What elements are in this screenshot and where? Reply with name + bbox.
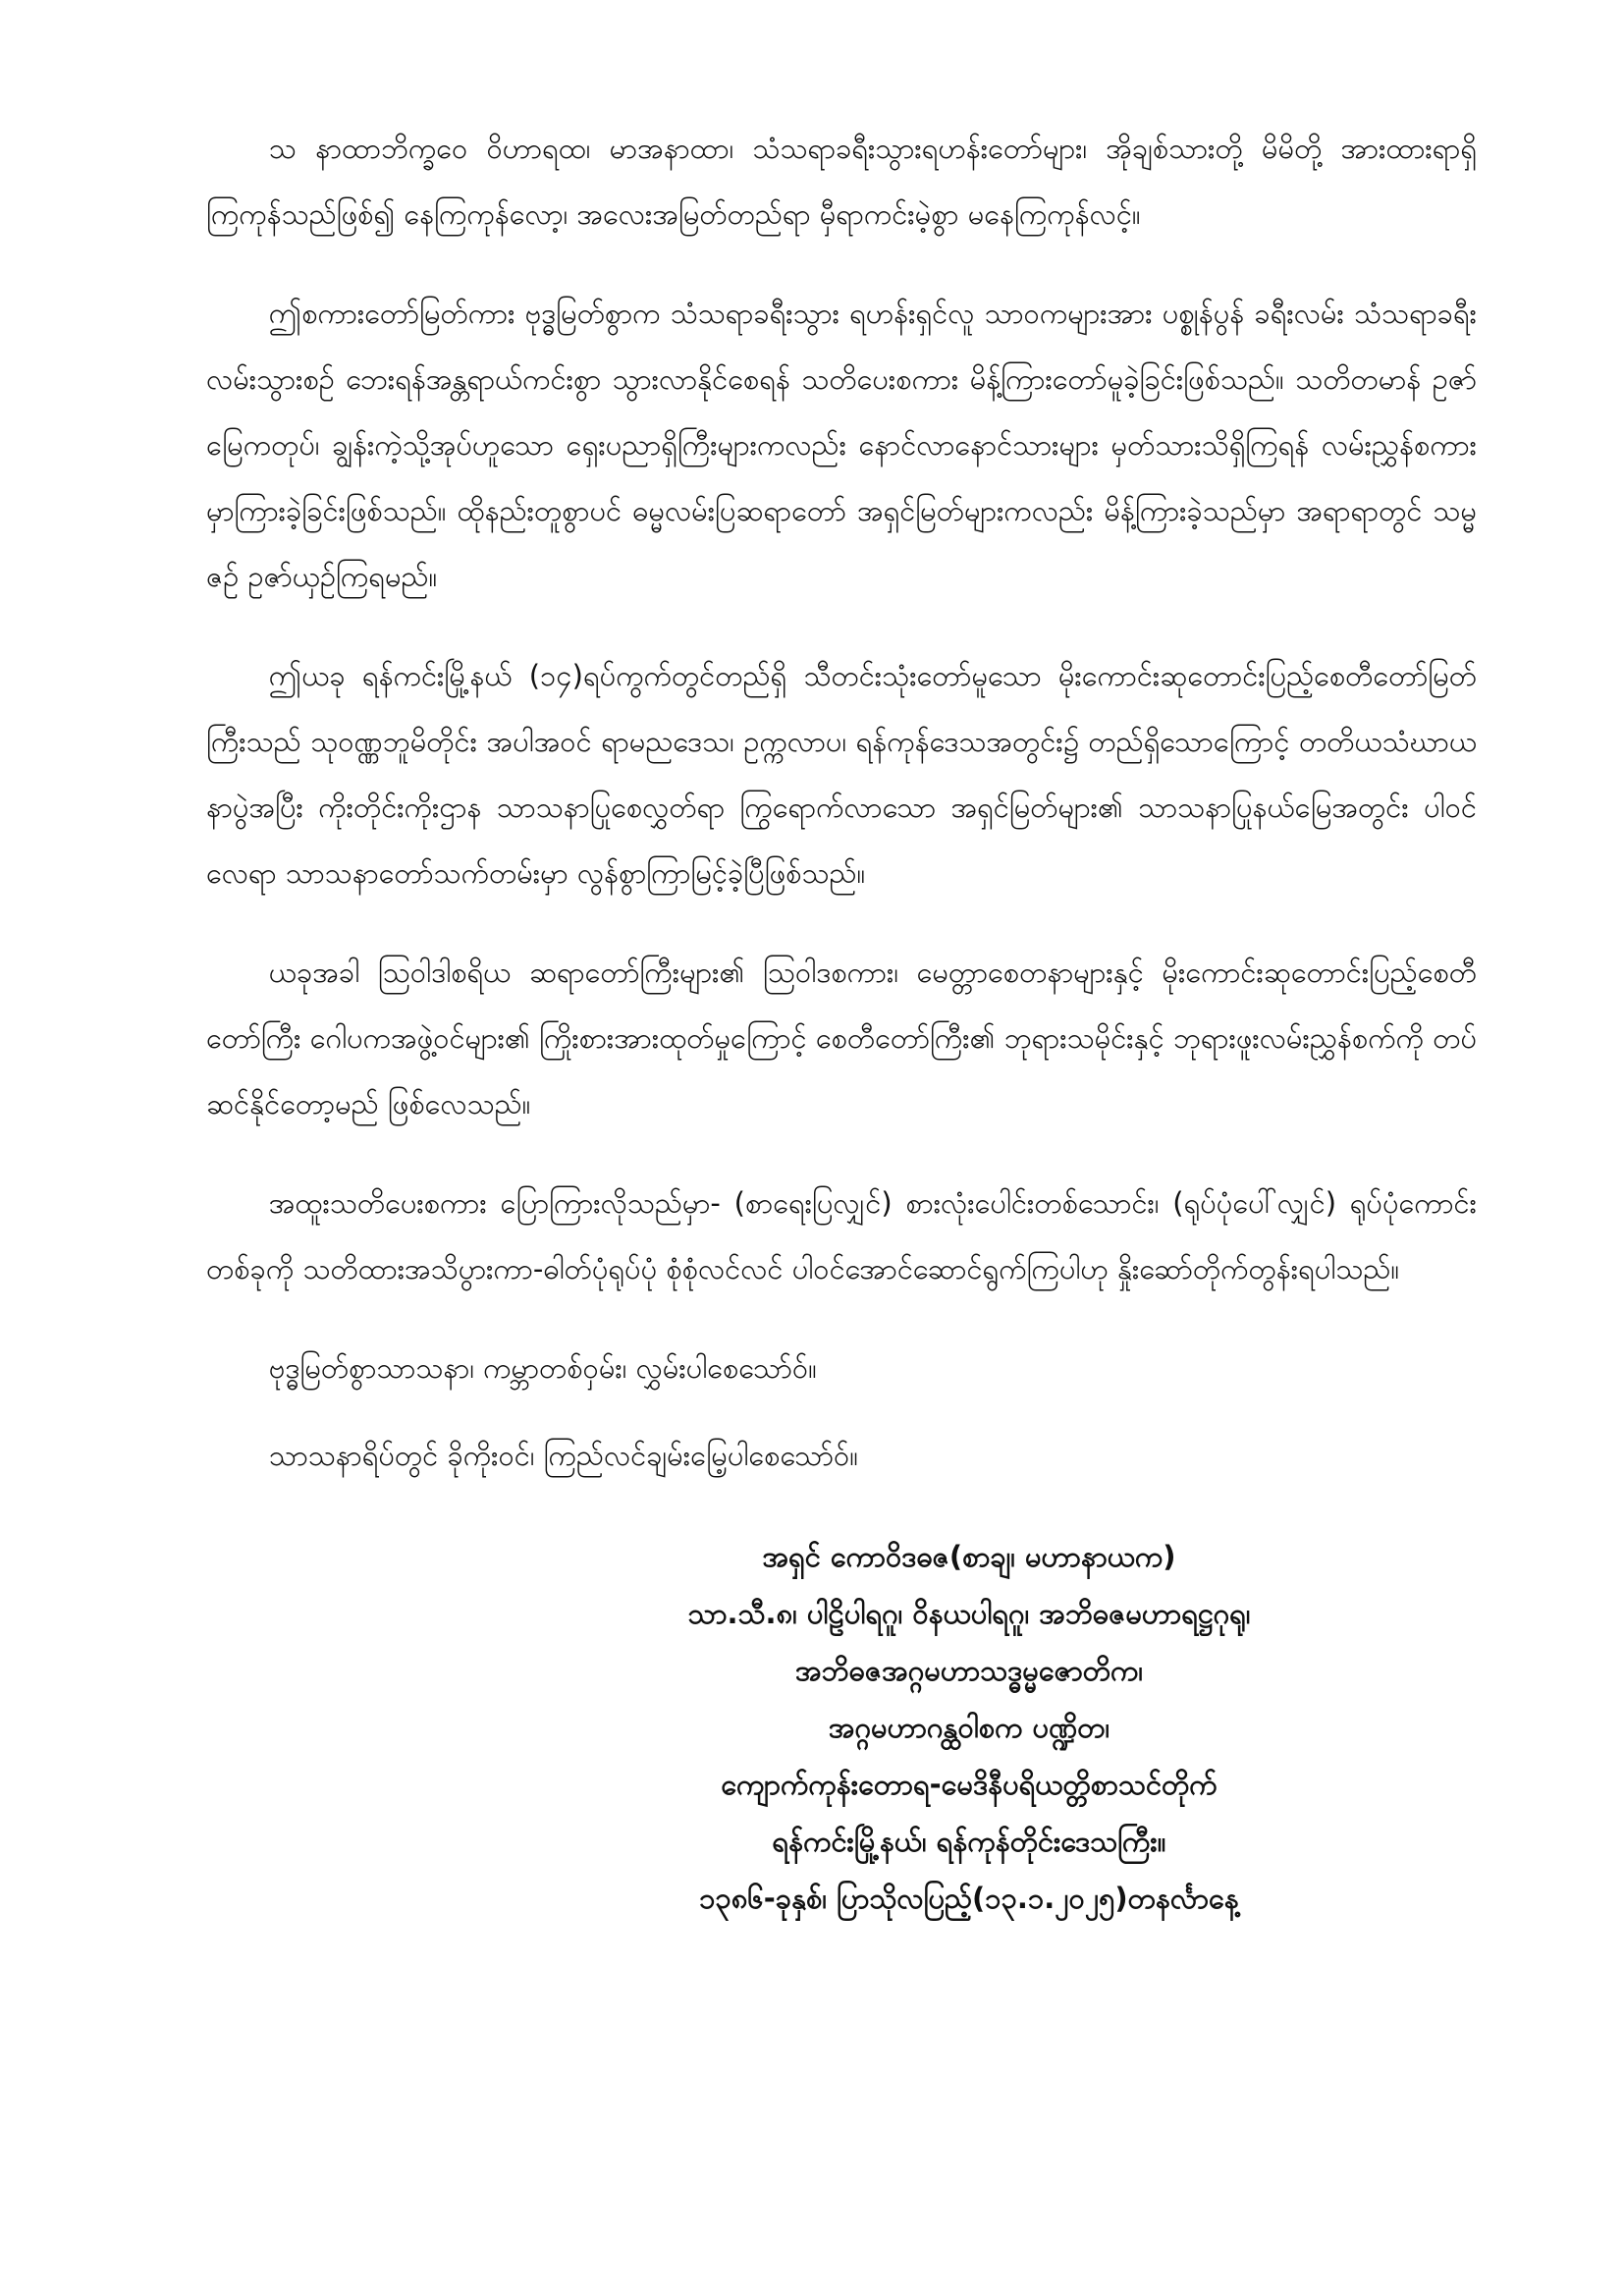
signature-name: အရှင် ကောဝိဒဓဇ(စာချ၊ မဟာနာယက) <box>762 1540 1176 1573</box>
paragraph-4: ယခုအခါ ဩဝါဒါစရိယ ဆရာတော်ကြီးများ၏ ဩဝါဒစကား၊ မေတ္တာစေတနာများနှင့် မိုးကောင်းဆုတောင်းပြည့်စေတီတော်ကြီး ဂေါပကအဖွဲ့ဝင်များ၏ ကြိုးစားအားထုတ်မှုကြောင့် စေတီတော်ကြီး၏ ဘုရားသမိုင်းနှင့် ဘုရားဖူးလမ်းညွှန်စက်ကို တပ်ဆင်နိုင်တော့မည် ဖြစ်လေသည်။ <box>206 956 1477 1121</box>
signature-monastery: ကျောက်ကုန်းတောရ-မေဒိနီပရိယတ္တိစာသင်တိုက် <box>721 1768 1218 1801</box>
closing-line-1: ဗုဒ္ဓမြတ်စွာသာသနာ၊ ကမ္ဘာတစ်ဝှမ်း၊ လွှမ်းပါစေသော်ဝ်။ <box>268 1351 817 1385</box>
paragraph-1: သ နာထာဘိက္ခဝေ ဝိဟာရထ၊ မာအနာထာ၊ သံသရာခရီးသွားရဟန်းတော်များ၊ အိုချစ်သားတို့ မိမိတို့ အားထားရာရှိကြကုန်သည်ဖြစ်၍ နေကြကုန်လော့၊ အလေးအမြတ်တည်ရာ မှီရာကင်းမဲ့စွာ မနေကြကုန်လင့်။ <box>206 132 1477 231</box>
signature-title-3: အဂ္ဂမဟာဂန္ထဝါစက ပဏ္ဍိတ၊ <box>828 1711 1110 1744</box>
signature-title-1: သာ.သီ.၈၊ ပါဠိပါရဂူ၊ ဝိနယပါရဂူ၊ အဘိဓဇမဟာရဋ္ဌဂုရု၊ <box>687 1597 1251 1630</box>
signature-date: ၁၃၈၆-ခုနှစ်၊ ပြာသိုလပြည့်(၁၃.၁.၂၀၂၅)တနင်္လာနေ့ <box>699 1882 1239 1915</box>
signature-title-2: အဘိဓဇအဂ္ဂမဟာသဒ္ဓမ္မဇောတိက၊ <box>794 1654 1143 1687</box>
closing-line-2: သာသနာရိပ်တွင် ခိုကိုးဝင်၊ ကြည်လင်ချမ်းမြေ့ပါစေသော်ဝ်။ <box>268 1439 859 1472</box>
paragraph-5: အထူးသတိပေးစကား ပြောကြားလိုသည်မှာ- (စာရေးပြလျှင်) စားလုံးပေါင်းတစ်သောင်း၊ (ရုပ်ပုံပေါ်လျှင်) ရုပ်ပုံကောင်းတစ်ခုကို သတိထားအသိပွားကာ-ဓါတ်ပုံရုပ်ပုံ စုံစုံလင်လင် ပါဝင်အောင်ဆောင်ရွက်ကြပါဟု နှိုးဆော်တိုက်တွန်းရပါသည်။ <box>206 1186 1477 1285</box>
signature-location: ရန်ကင်းမြို့နယ်၊ ရန်ကုန်တိုင်းဒေသကြီး။ <box>772 1825 1166 1858</box>
signature-block <box>206 1528 1477 1927</box>
paragraph-3: ဤယခု ရန်ကင်းမြို့နယ် (၁၄)ရပ်ကွက်တွင်တည်ရှိ သီတင်းသုံးတော်မူသော မိုးကောင်းဆုတောင်းပြည့်စေတီတော်မြတ်ကြီးသည် သုဝဏ္ဏဘူမိတိုင်း အပါအဝင် ရာမညဒေသ၊ ဥက္ကလာပ၊ ရန်ကုန်ဒေသအတွင်း၌ တည်ရှိသောကြောင့် တတိယသံဃာယနာပွဲအပြီး ကိုးတိုင်းကိုးဌာန သာသနာပြုစေလွှတ်ရာ ကြွရောက်လာသော အရှင်မြတ်များ၏ သာသနာပြုနယ်မြေအတွင်း ပါဝင်လေရာ သာသနာတော်သက်တမ်းမှာ လွန်စွာကြာမြင့်ခဲ့ပြီဖြစ်သည်။ <box>206 659 1477 890</box>
paragraph-2: ဤစကားတော်မြတ်ကား ဗုဒ္ဓမြတ်စွာက သံသရာခရီးသွား ရဟန်းရှင်လူ သာဝကများအား ပစ္စုန်ပွန် ခရီးလမ်း သံသရာခရီးလမ်းသွားစဉ် ဘေးရန်အန္တရာယ်ကင်းစွာ သွားလာနိုင်စေရန် သတိပေးစကား မိန့်ကြားတော်မူခဲ့ခြင်းဖြစ်သည်။ သတိတမာန် ဥဇာ်မြေကတုပ်၊ ချွန်းကဲ့သို့အုပ်ဟူသော ရှေးပညာရှိကြီးများကလည်း နောင်လာနောင်သားများ မှတ်သားသိရှိကြရန် လမ်းညွှန်စကားမှာကြားခဲ့ခြင်းဖြစ်သည်။ ထိုနည်းတူစွာပင် ဓမ္မလမ်းပြဆရာတော် အရှင်မြတ်များကလည်း မိန့်ကြားခဲ့သည်မှာ အရာရာတွင် သမ္မဇဉ် ဥဇာ်ယှဉ်ကြရမည်။ <box>206 297 1477 593</box>
